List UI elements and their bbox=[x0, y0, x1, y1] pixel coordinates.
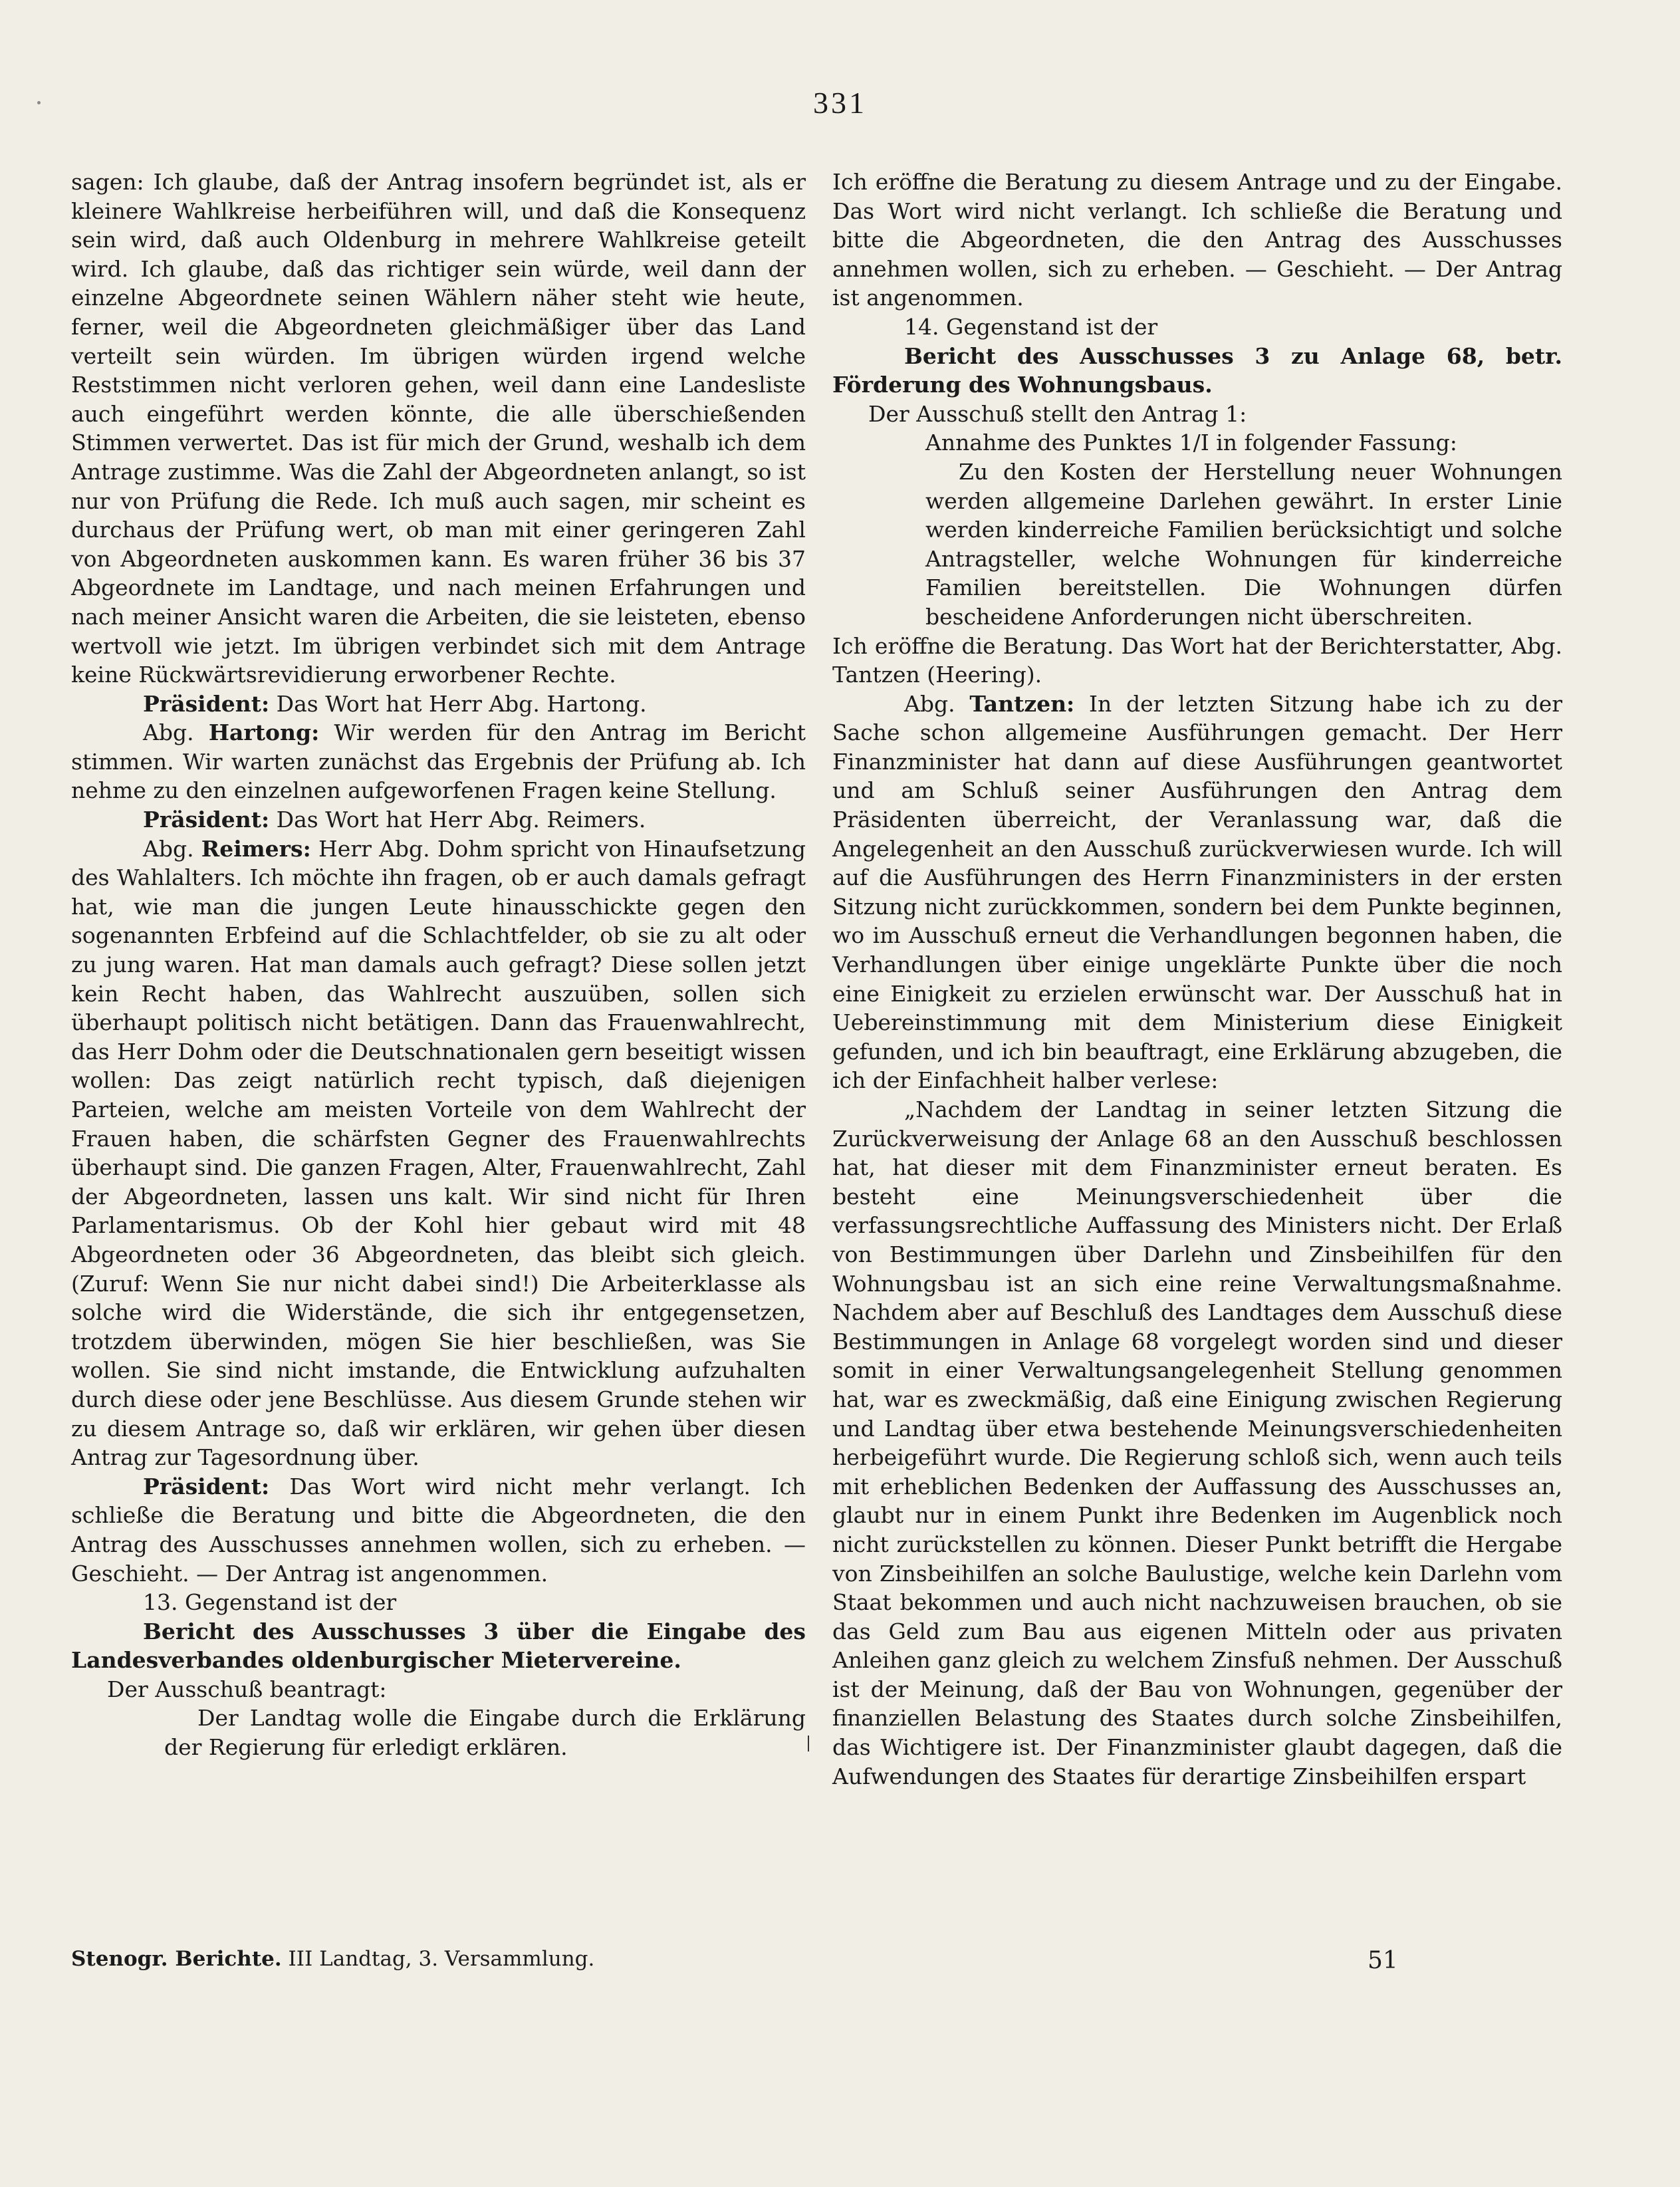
sheet-number: 51 bbox=[1368, 1947, 1398, 1974]
text-paragraph: Annahme des Punktes 1/I in folgender Fassung: bbox=[925, 430, 1457, 456]
speech-text: Das Wort wird nicht mehr verlangt. Ich schließe die Beratung und bitte die Abgeordneten, die den Antrag des Ausschusses annehmen wollen, sich zu erheben. — Geschieht. — Der Antrag ist angenommen. bbox=[71, 1473, 806, 1587]
text-paragraph: Der Ausschuß beantragt: bbox=[107, 1676, 387, 1702]
text-paragraph: Der Ausschuß stellt den Antrag 1: bbox=[868, 400, 1247, 427]
speech-paragraph bbox=[71, 690, 806, 719]
paper-speck bbox=[37, 101, 41, 104]
speech-paragraph bbox=[71, 718, 806, 805]
speaker-name: Präsident: bbox=[143, 807, 270, 833]
speech-text: Herr Abg. Dohm spricht von Hinaufsetzung des Wahlalters. Ich möchte ihn fragen, ob er auch damals gefragt hat, wie man die jungen Leute hinausschickte gegen den sogenannten Erbfeind auf die Schlachtfelder, ob sie zu alt oder zu jung waren. Hat man damals auch gefragt? Diese sollen jetzt kein Recht haben, das Wahlrecht auszuüben, sollen sich überhaupt politisch nicht betätigen. Dann das Frauenwahlrecht, das Herr Dohm oder die Deutschnationalen gern beseitigt wissen wollen: Das zeigt natürlich recht typisch, daß diejenigen Parteien, welche am meisten Vorteile von dem Wahlrecht der Frauen haben, die schärfsten Gegner des Frauenwahlrechts überhaupt sind. Die ganzen Fragen, Alter, Frauenwahlrecht, Zahl der Abgeordneten, lassen uns kalt. Wir sind nicht für Ihren Parlamentarismus. Ob der Kohl hier gebaut wird mit 48 Abgeordneten oder 36 Abgeordneten, das bleibt sich gleich. (Zuruf: Wenn Sie nur nicht dabei sind!) Die Arbeiterklasse als solche wird die Widerstände, die sich ihr entgegensetzen, trotzdem überwinden, mögen Sie hier beschließen, was Sie wollen. Sie sind nicht imstande, die Entwicklung aufzuhalten durch diese oder jene Beschlüsse. Aus diesem Grunde stehen wir zu diesem Antrage so, daß wir erklären, wir gehen über diesen Antrag zur Tagesordnung über. bbox=[71, 835, 806, 1471]
speaker-name: Reimers: bbox=[201, 835, 311, 862]
footer-series-title: Stenogr. Berichte. bbox=[71, 1947, 282, 1971]
text-paragraph: 13. Gegenstand ist der bbox=[143, 1589, 397, 1616]
agenda-heading: Bericht des Ausschusses 3 zu Anlage 68, betr. Förderung des Wohnungsbaus. bbox=[832, 342, 1562, 398]
speech-text: Das Wort hat Herr Abg. Hartong. bbox=[269, 690, 647, 717]
agenda-heading: Bericht des Ausschusses 3 über die Eingabe des Landesverbandes oldenburgischer Mietervereine. bbox=[71, 1618, 806, 1674]
column-divider bbox=[808, 1736, 809, 1751]
speech-paragraph bbox=[832, 690, 1562, 1095]
speech-text: Wir werden für den Antrag im Bericht stimmen. Wir warten zunächst das Ergebnis der Prüfung ab. Ich nehme zu den einzelnen aufgeworfenen Fragen keine Stellung. bbox=[71, 719, 806, 804]
speaker-prefix: Abg. bbox=[143, 719, 209, 746]
text-paragraph: Ich eröffne die Beratung zu diesem Antrage und zu der Eingabe. Das Wort wird nicht verlangt. Ich schließe die Beratung und bitte die Abgeordneten, die den Antrag des Ausschusses annehmen wollen, sich zu erheben. — Geschieht. — Der Antrag ist angenommen. bbox=[832, 169, 1562, 311]
footer-series-rest: III Landtag, 3. Versammlung. bbox=[281, 1947, 595, 1971]
speech-text: In der letzten Sitzung habe ich zu der Sache schon allgemeine Ausführungen gemacht. Der Herr Finanzminister hat dann auf diese Ausführungen geantwortet und am Schluß seiner Ausführungen den Antrag dem Präsidenten überreicht, der Veranlassung war, daß die Angelegenheit an den Ausschuß zurückverwiesen wurde. Ich will auf die Ausführungen des Herrn Finanzministers in der ersten Sitzung nicht zurückkommen, sondern bei dem Punkte beginnen, wo im Ausschuß erneut die Verhandlungen begonnen haben, die Verhandlungen über einige ungeklärte Punkte über die noch eine Einigkeit zu erzielen erwünscht war. Der Ausschuß hat in Uebereinstimmung mit dem Ministerium diese Einigkeit gefunden, und ich bin beauftragt, eine Erklärung abzugeben, die ich der Einfachheit halber verlese: bbox=[832, 690, 1562, 1094]
text-paragraph: „Nachdem der Landtag in seiner letzten Sitzung die Zurückverweisung der Anlage 68 an den Ausschuß beschlossen hat, hat dieser mit dem Finanzminister erneut beraten. Es besteht eine Meinungsverschiedenheit über die verfassungsrechtliche Auffassung des Ministers nicht. Der Erlaß von Bestimmungen über Darlehn und Zinsbeihilfen für den Wohnungsbau ist an sich eine reine Verwaltungsmaßnahme. Nachdem aber auf Beschluß des Landtages dem Ausschuß diese Bestimmungen in Anlage 68 vorgelegt worden sind und dieser somit in einer Verwaltungsangelegenheit Stellung genommen hat, war es zweckmäßig, daß eine Einigung zwischen Regierung und Landtag über etwa bestehende Meinungsverschiedenheiten herbeigeführt wurde. Die Regierung schloß sich, wenn auch teils mit erheblichen Bedenken der Auffassung des Ausschusses an, glaubt nur in einem Punkt ihre Bedenken im Augenblick noch nicht zurückstellen zu können. Dieser Punkt betrifft die Hergabe von Zinsbeihilfen an solche Baulustige, welche kein Darlehn vom Staat bekommen und auch nicht nachzuweisen brauchen, ob sie das Geld zum Bau aus eigenen Mitteln oder aus privaten Anleihen ganz gleich zu welchem Zinsfuß nehmen. Der Ausschuß ist der Meinung, daß der Bau von Wohnungen, gegenüber der finanziellen Belastung des Staates durch solche Zinsbeihilfen, das Wichtigere ist. Der Finanzminister glaubt dagegen, daß die Aufwendungen des Staates für derartige Zinsbeihilfen erspart bbox=[832, 1096, 1562, 1789]
text-paragraph: Ich eröffne die Beratung. Das Wort hat der Berichterstatter, Abg. Tantzen (Heering). bbox=[832, 632, 1562, 688]
speaker-prefix: Abg. bbox=[143, 835, 201, 862]
quoted-motion: Der Landtag wolle die Eingabe durch die Erklärung der Regierung für erledigt erklären. bbox=[164, 1705, 806, 1761]
speech-paragraph bbox=[71, 805, 806, 835]
speaker-name: Hartong: bbox=[208, 719, 320, 746]
text-paragraph: sagen: Ich glaube, daß der Antrag insofern begründet ist, als er kleinere Wahlkreise herbeiführen will, und daß die Konsequenz sein wird, daß auch Oldenburg in mehrere Wahlkreise geteilt wird. Ich glaube, daß das richtiger sein würde, weil dann der einzelne Abgeordnete seinen Wählern näher steht wie heute, ferner, weil die Abgeordneten gleichmäßiger über das Land verteilt sein würden. Im übrigen würden irgend welche Reststimmen nicht verloren gehen, weil dann eine Landesliste auch eingeführt werden könnte, die alle überschießenden Stimmen verwertet. Das ist für mich der Grund, weshalb ich dem Antrage zustimme. Was die Zahl der Abgeordneten anlangt, so ist nur von Prüfung die Rede. Ich muß auch sagen, mir scheint es durchaus der Prüfung wert, ob man mit einer geringeren Zahl von Abgeordneten auskommen kann. Es waren früher 36 bis 37 Abgeordnete im Landtage, und nach meinen Erfahrungen und nach meiner Ansicht waren die Arbeiten, die sie leisteten, ebenso wertvoll wie jetzt. Im übrigen verbindet sich mit dem Antrage keine Rückwärtsrevidierung erworbener Rechte. bbox=[71, 169, 806, 688]
speech-paragraph bbox=[71, 835, 806, 1472]
page-number: 331 bbox=[813, 86, 867, 120]
speaker-prefix: Abg. bbox=[904, 690, 970, 717]
quoted-motion: Zu den Kosten der Herstellung neuer Wohnungen werden allgemeine Darlehen gewährt. In erster Linie werden kinderreiche Familien berücksichtigt und solche Antragsteller, welche Wohnungen für kinderreiche Familien bereitstellen. Die Wohnungen dürfen bescheidene Anforderungen nicht überschreiten. bbox=[925, 458, 1562, 630]
footer-series bbox=[71, 1947, 594, 1971]
speech-text: Das Wort hat Herr Abg. Reimers. bbox=[269, 807, 646, 833]
speaker-name: Tantzen: bbox=[969, 690, 1075, 717]
text-paragraph: 14. Gegenstand ist der bbox=[904, 313, 1158, 340]
right-column bbox=[832, 168, 1562, 1791]
speaker-name: Präsident: bbox=[143, 690, 270, 717]
speech-paragraph bbox=[71, 1472, 806, 1588]
left-column bbox=[71, 168, 806, 1762]
speaker-name: Präsident: bbox=[143, 1473, 270, 1499]
